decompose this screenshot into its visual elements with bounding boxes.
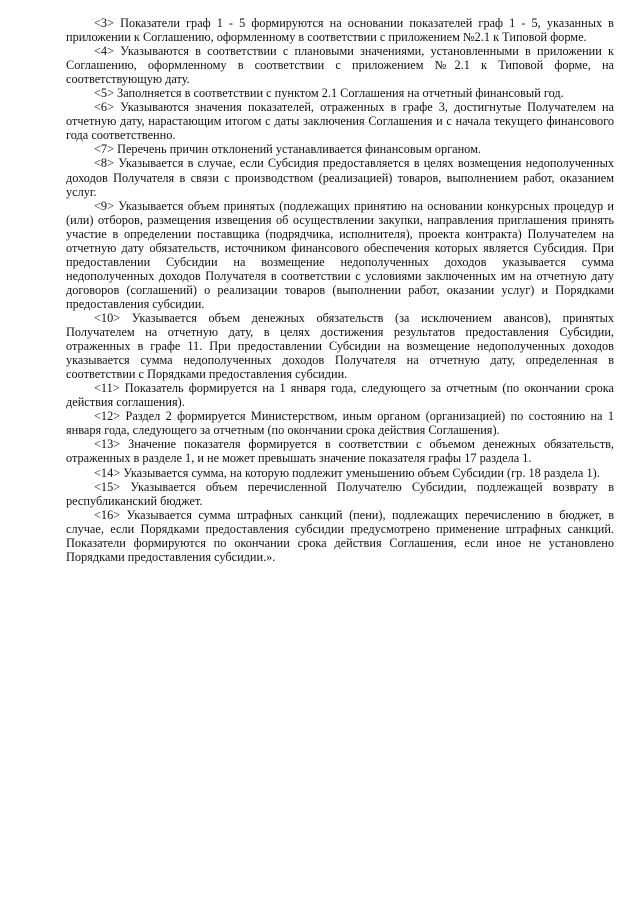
footnote-10: <10> Указывается объем денежных обязательств (за исключением авансов), принятых Получателем на отчетную дату, в целях достижения результатов предоставления Субсидии, отраженных в графе 11. При предоставлении Субсидии на возмещение недополученных доходов указывается сумма недополученных доходов Получателя на отчетную дату, определенная в соответствии с Порядками предоставления субсидии. — [66, 310, 614, 382]
footnote-9: <9> Указывается объем принятых (подлежащих принятию на основании конкурсных процедур и (или) отборов, размещения извещения об осуществлении закупки, направления приглашения принять участие в определении поставщика (подрядчика, исполнителя), проекта контракта) Получателем на отчетную дату обязательств, источником финансового обеспечения которых является Субсидия. При предоставлении Субсидии на возмещение недополученных доходов указывается сумма недополученных доходов Получателя в соответствии с условиями заключенных им на отчетную дату договоров (соглашений) о реализации товаров (выполнении работ, оказании услуг) и Порядками предоставления субсидии. — [66, 198, 614, 311]
footnote-11: <11> Показатель формируется на 1 января года, следующего за отчетным (по окончании срока действия соглашения). — [66, 381, 614, 410]
footnote-16: <16> Указывается сумма штрафных санкций (пени), подлежащих перечислению в бюджет, в случае, если Порядками предоставления субсидии предусмотрено применение штрафных санкций. Показатели формируются по окончании срока действия Соглашения, если иное не установлено Порядками предоставления субсидии.». — [66, 507, 614, 564]
document-page — [66, 16, 614, 564]
footnote-14: <14> Указывается сумма, на которую подлежит уменьшению объем Субсидии (гр. 18 раздела 1). — [94, 465, 600, 480]
footnote-12: <12> Раздел 2 формируется Министерством, иным органом (организацией) по состоянию на 1 января года, следующего за отчетным (по окончании срока действия Соглашения). — [66, 409, 614, 438]
footnote-4: <4> Указываются в соответствии с плановыми значениями, установленными в приложении к Соглашению, оформленному в соответствии с приложением №2.1 к Типовой форме, на соответствующую дату. — [66, 44, 614, 87]
footnote-3: <3> Показатели граф 1 - 5 формируются на основании показателей граф 1 - 5, указанных в приложении к Соглашению, оформленному в соответствии с приложением №2.1 к Типовой форме. — [66, 16, 614, 45]
footnote-8: <8> Указывается в случае, если Субсидия предоставляется в целях возмещения недополученных доходов Получателя в связи с производством (реализацией) товаров, выполнением работ, оказанием услуг. — [66, 156, 614, 199]
footnote-6: <6> Указываются значения показателей, отраженных в графе 3, достигнутые Получателем на отчетную дату, нарастающим итогом с даты заключения Соглашения и с начала текущего финансового года соответственно. — [66, 100, 614, 143]
footnote-13: <13> Значение показателя формируется в соответствии с объемом денежных обязательств, отраженных в разделе 1, и не может превышать значение показателя графы 17 раздела 1. — [66, 437, 614, 466]
footnote-7: <7> Перечень причин отклонений устанавливается финансовым органом. — [94, 142, 481, 157]
footnote-15: <15> Указывается объем перечисленной Получателю Субсидии, подлежащей возврату в республиканский бюджет. — [66, 479, 614, 508]
footnote-5: <5> Заполняется в соответствии с пунктом 2.1 Соглашения на отчетный финансовый год. — [94, 86, 564, 101]
